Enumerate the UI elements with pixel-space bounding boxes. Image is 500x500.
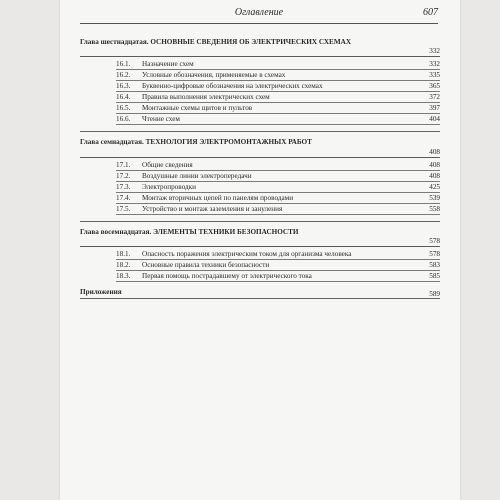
section-number: 17.2. (116, 171, 131, 180)
appendix-entry[interactable] (80, 288, 440, 299)
chapter-title: ТЕХНОЛОГИЯ ЭЛЕКТРОМОНТАЖНЫХ РАБОТ (145, 138, 312, 147)
section-page: 558 (429, 204, 440, 213)
toc-entry[interactable] (116, 271, 440, 282)
chapter-label: Глава шестнадцатая. (80, 38, 149, 46)
appendix-page: 589 (429, 289, 440, 298)
toc-entry[interactable] (116, 70, 440, 81)
toc-entry[interactable] (116, 59, 440, 70)
chapter-label: Глава семнадцатая. (80, 138, 144, 147)
section-list (116, 160, 440, 215)
section-title: Основные правила техники безопасности (142, 261, 270, 270)
section-title: Чтение схем (142, 115, 180, 124)
chapter-label: Глава восемнадцатая. (80, 227, 152, 236)
section-number: 18.3. (116, 272, 131, 281)
section-title: Электропроводки (142, 182, 197, 191)
chapter-16 (80, 38, 440, 125)
chapter-18 (80, 228, 440, 282)
section-page: 404 (429, 115, 440, 124)
section-page: 397 (429, 104, 440, 113)
toc-entry[interactable] (116, 81, 440, 92)
toc-entry[interactable] (116, 103, 440, 114)
section-number: 18.2. (116, 261, 131, 270)
chapter-heading (80, 138, 440, 146)
section-number: 16.1. (116, 60, 131, 69)
toc-entry[interactable] (116, 114, 440, 125)
chapter-page: 332 (429, 47, 440, 56)
section-page: 335 (429, 71, 440, 80)
page-number: 607 (423, 7, 438, 18)
section-number: 16.2. (116, 71, 131, 80)
appendix-label: Приложения (80, 288, 122, 297)
running-header (80, 7, 438, 21)
section-number: 16.6. (116, 115, 131, 124)
section-title: Условные обозначения, применяемые в схемах (142, 71, 286, 80)
book-page (60, 0, 460, 500)
section-number: 17.5. (116, 204, 131, 213)
section-page: 332 (429, 60, 440, 69)
section-title: Монтаж вторичных цепей по панелям проводами (142, 193, 294, 202)
chapter-page: 578 (429, 237, 440, 246)
section-divider (80, 221, 440, 222)
section-page: 539 (429, 193, 440, 202)
section-page: 408 (429, 160, 440, 169)
section-number: 16.4. (116, 93, 131, 102)
running-title: Оглавление (234, 7, 284, 18)
section-title: Монтажные схемы щитов и пультов (142, 104, 253, 113)
section-title: Общие сведения (142, 160, 193, 169)
section-number: 16.3. (116, 82, 131, 91)
chapter-leader (80, 47, 440, 57)
section-title: Первая помощь пострадавшему от электрического тока (142, 272, 312, 281)
section-number: 18.1. (116, 250, 131, 259)
chapter-heading (80, 228, 440, 236)
section-title: Буквенно-цифровые обозначения на электрических схемах (142, 82, 323, 91)
toc-entry[interactable] (116, 260, 440, 271)
chapter-page: 408 (429, 147, 440, 156)
section-list (116, 249, 440, 282)
section-title: Устройство и монтаж заземления и зануления (142, 204, 283, 213)
chapter-heading (80, 38, 440, 46)
section-page: 372 (429, 93, 440, 102)
table-of-contents (80, 38, 440, 299)
section-divider (80, 131, 440, 132)
section-number: 17.3. (116, 182, 131, 191)
toc-entry[interactable] (116, 92, 440, 103)
section-title: Воздушные линии электропередачи (142, 171, 252, 180)
section-page: 408 (429, 171, 440, 180)
header-rule (80, 23, 438, 24)
section-number: 16.5. (116, 104, 131, 113)
chapter-leader (80, 237, 440, 247)
section-title: Опасность поражения электрическим током для организма человека (142, 250, 352, 259)
section-page: 365 (429, 82, 440, 91)
section-title: Назначение схем (142, 60, 194, 69)
section-page: 583 (429, 261, 440, 270)
chapter-title: ЭЛЕМЕНТЫ ТЕХНИКИ БЕЗОПАСНОСТИ (153, 227, 299, 236)
toc-entry[interactable] (116, 204, 440, 215)
section-page: 578 (429, 250, 440, 259)
section-list (116, 59, 440, 125)
toc-entry[interactable] (116, 171, 440, 182)
chapter-17 (80, 138, 440, 214)
chapter-leader (80, 148, 440, 158)
toc-entry[interactable] (116, 160, 440, 171)
chapter-title: ОСНОВНЫЕ СВЕДЕНИЯ ОБ ЭЛЕКТРИЧЕСКИХ СХЕМАХ (150, 38, 352, 46)
toc-entry[interactable] (116, 182, 440, 193)
section-number: 17.1. (116, 160, 131, 169)
toc-entry[interactable] (116, 193, 440, 204)
toc-entry[interactable] (116, 249, 440, 260)
section-page: 585 (429, 272, 440, 281)
section-page: 425 (429, 182, 440, 191)
section-number: 17.4. (116, 193, 131, 202)
section-title: Правила выполнения электрических схем (142, 93, 270, 102)
